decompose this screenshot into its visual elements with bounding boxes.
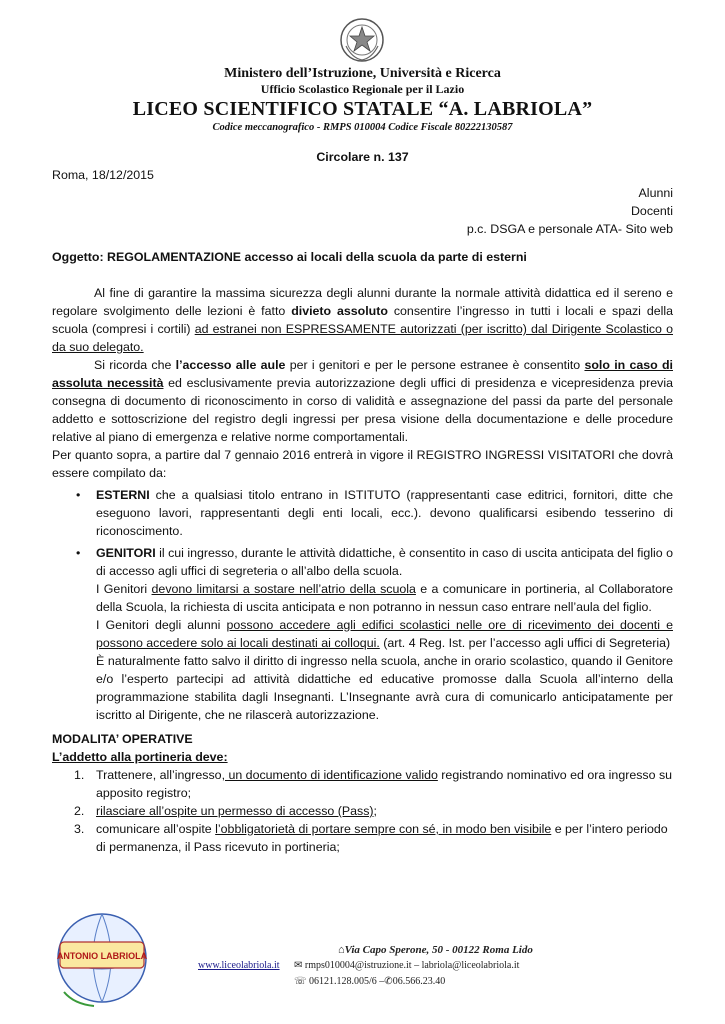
envelope-icon: ✉	[294, 960, 305, 971]
ministry-name: Ministero dell’Istruzione, Università e Ricerca	[224, 66, 501, 81]
footer-address: ⌂Via Capo Sperone, 50 - 00122 Roma Lido	[338, 944, 533, 956]
school-logo-icon	[44, 896, 160, 1012]
step-2: 2. rilasciare all’ospite un permesso di accesso (Pass);	[74, 804, 377, 818]
logo-text: ANTONIO LABRIOLA	[56, 951, 148, 961]
recipient-dsga: p.c. DSGA e personale ATA- Sito web	[466, 222, 673, 236]
genitori-paragraph-3: I Genitori degli alunni possono accedere agli edifici scolastici nelle ore di ricevimento dei docenti e possono accedere solo ai locali destinati ai colloqui. (art. 4 Reg. Ist. per l’accesso agli uffici di Segreteria)	[96, 618, 673, 650]
footer-email: ✉ rmps010004@istruzione.it – labriola@liceolabriola.it	[294, 960, 520, 971]
modalita-heading: MODALITA’ OPERATIVE	[52, 732, 193, 746]
bullet-icon: •	[76, 488, 81, 502]
visitor-categories-list	[52, 486, 673, 724]
main-body	[52, 284, 673, 856]
genitori-paragraph-2: I Genitori devono limitarsi a sostare nell’atrio della scuola e a comunicare in portineria, al Collaboratore della Scuola, la richiesta di uscita anticipata e non potranno in nessun caso entrare nell’aula del figlio.	[96, 582, 673, 614]
paragraph-3: Per quanto sopra, a partire dal 7 gennaio 2016 entrerà in vigore il REGISTRO INGRESSI VISITATORI che dovrà essere compilato da:	[52, 448, 673, 480]
italian-republic-emblem-icon	[338, 16, 386, 64]
footer-phone: ☏ 06121.128.005/6 –✆06.566.23.40	[294, 976, 446, 987]
genitori-paragraph-4: È naturalmente fatto salvo il diritto di ingresso nella scuola, anche in orario scolastico, quando il Genitore e/o l’esperto partecipi ad attività didattiche ed educative promosse dalla Scuola all’interno della programmazione stabilita dagli Insegnanti. L’Insegnante avrà cura di comunicarlo anticipatamente per iscritto al Dirigente, che ne rilascerà autorizzazione.	[96, 654, 673, 722]
addetto-heading: L’addetto alla portineria deve:	[52, 750, 228, 764]
house-icon: ⌂	[338, 944, 345, 956]
recipient-docenti: Docenti	[630, 204, 673, 218]
fax-icon: ✆	[384, 976, 393, 987]
recipient-alunni: Alunni	[638, 186, 673, 200]
list-item-esterni: • ESTERNI che a qualsiasi titolo entrano in ISTITUTO (rappresentanti case editrici, fornitori, ditte che eseguono lavori, rappresentanti degli enti locali, ecc.). devono qualificarsi esibendo tesserino di riconoscimento.	[76, 488, 673, 538]
steps-list	[52, 766, 673, 856]
subject-line: Oggetto: REGOLAMENTAZIONE accesso ai locali della scuola da parte di esterni	[52, 250, 527, 264]
paragraph-2: Si ricorda che l’accesso alle aule per i genitori e per le persone estranee è consentito solo in caso di assoluta necessità ed esclusivamente previa autorizzazione degli uffici di presidenza e vicepresidenza previa consegna di documento di riconoscimento in corso di validità e assegnazione del passi da parte del personale addetto e sottoscrizione del registro degli ingressi per presa visione della documentazione e delle procedure relative al piano di emergenza e relative norme comportamentali.	[52, 358, 673, 444]
document-date: Roma, 18/12/2015	[52, 168, 154, 182]
bullet-icon: •	[76, 546, 81, 560]
school-name: LICEO SCIENTIFICO STATALE “A. LABRIOLA”	[132, 98, 593, 120]
footer-website-link[interactable]: www.liceolabriola.it	[198, 960, 280, 971]
step-3: 3. comunicare all’ospite l’obbligatorietà di portare sempre con sé, in modo ben visibile e per l’intero periodo di permanenza, il Pass ricevuto in portineria;	[74, 822, 668, 854]
regional-office: Ufficio Scolastico Regionale per il Lazio	[260, 82, 465, 96]
step-1: 1. Trattenere, all’ingresso, un documento di identificazione valido registrando nominativo ed ora ingresso su apposito registro;	[74, 768, 673, 800]
recipients	[467, 184, 673, 238]
paragraph-1: Al fine di garantire la massima sicurezza degli alunni durante la normale attività didattica ed il sereno e regolare svolgimento delle lezioni è fatto divieto assoluto consentire l’ingresso in tutti i locali e spazi della scuola (compresi i cortili) ad estranei non ESPRESSAMENTE autorizzati (per iscritto) dal Dirigente Scolastico o da suo delegato.	[52, 286, 673, 354]
school-codes: Codice meccanografico - RMPS 010004 Codice Fiscale 80222130587	[212, 122, 513, 133]
list-item-genitori: • GENITORI il cui ingresso, durante le attività didattiche, è consentito in caso di uscita anticipata del figlio o di accesso agli uffici di segreteria o all’albo della scuola. I Genitori devono limitarsi a sostare nell’atrio della scuola e a comunicare in portineria, al Collaboratore della Scuola, la richiesta di uscita anticipata e non potranno in nessun caso entrare nell’aula del figlio. I Genitori degli alunni possono accedere agli edifici scolastici nelle ore di ricevimento dei docenti e possono accedere solo ai locali destinati ai colloqui. (art. 4 Reg. Ist. per l’accesso agli uffici di Segreteria) È naturalmente fatto salvo il diritto di ingresso nella scuola, anche in orario scolastico, quando il Genitore e/o l’esperto partecipi ad attività didattiche ed educative promosse dalla Scuola all’interno della programmazione stabilita dagli Insegnanti. L’Insegnante avrà cura di comunicarlo anticipatamente per iscritto al Dirigente, che ne rilascerà autorizzazione.	[76, 546, 673, 722]
phone-icon: ☏	[294, 976, 310, 987]
circolare-number: Circolare n. 137	[316, 150, 409, 164]
